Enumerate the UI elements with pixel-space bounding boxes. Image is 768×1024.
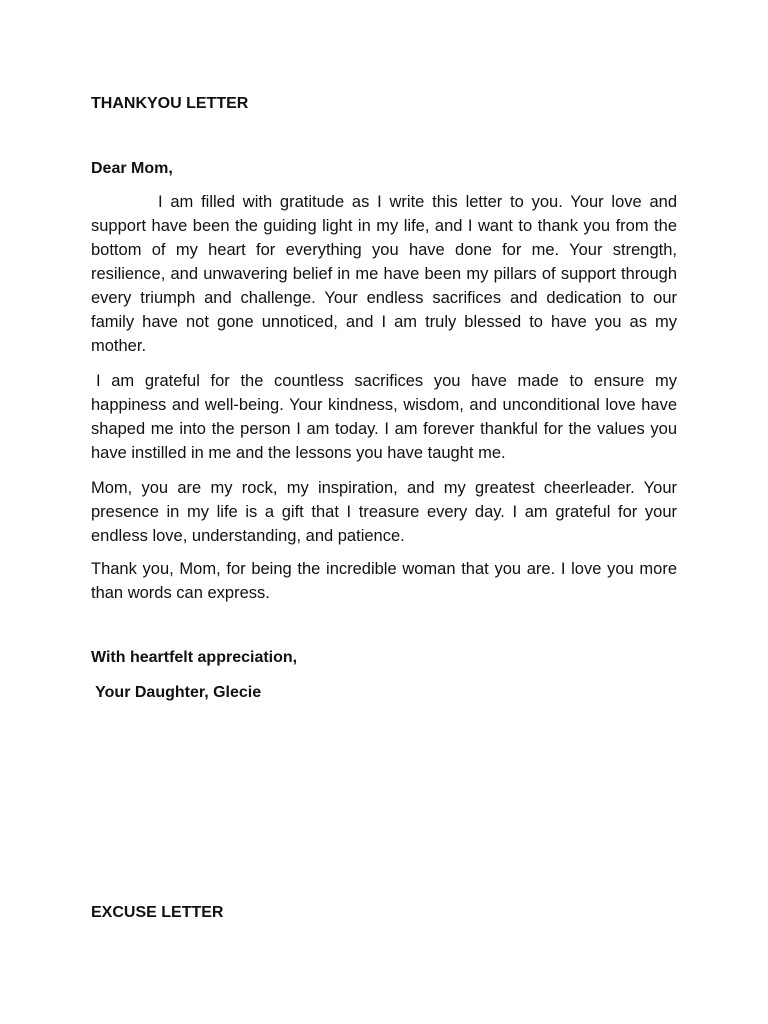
letter-salutation: Dear Mom,: [91, 160, 173, 177]
letter-title: THANKYOU LETTER: [91, 95, 249, 112]
letter-paragraph-4: Thank you, Mom, for being the incredible woman that you are. I love you more than words can express.: [91, 560, 677, 602]
signature-text: Your Daughter, Glecie: [95, 684, 262, 701]
letter-paragraph-3: Mom, you are my rock, my inspiration, and my greatest cheerleader. Your presence in my life is a gift that I treasure every day. I am grateful for your endless love, understanding, and patience.: [91, 479, 677, 545]
letter-signature: [91, 683, 261, 703]
letter-closing: With heartfelt appreciation,: [91, 649, 298, 666]
letter-paragraph-1: I am filled with gratitude as I write this letter to you. Your love and support have been the guiding light in my life, and I want to thank you from the bottom of my heart for everything you have done for me. Your strength, resilience, and unwavering belief in me have been my pillars of support through every triumph and challenge. Your endless sacrifices and dedication to our family have not gone unnoticed, and I am truly blessed to have you as my mother.: [91, 193, 677, 355]
next-letter-title: EXCUSE LETTER: [91, 904, 224, 921]
letter-paragraph-2: I am grateful for the countless sacrifices you have made to ensure my happiness and well-being. Your kindness, wisdom, and unconditional love have shaped me into the person I am today. I am forever thankful for the values you have instilled in me and the lessons you have taught me.: [91, 372, 677, 462]
